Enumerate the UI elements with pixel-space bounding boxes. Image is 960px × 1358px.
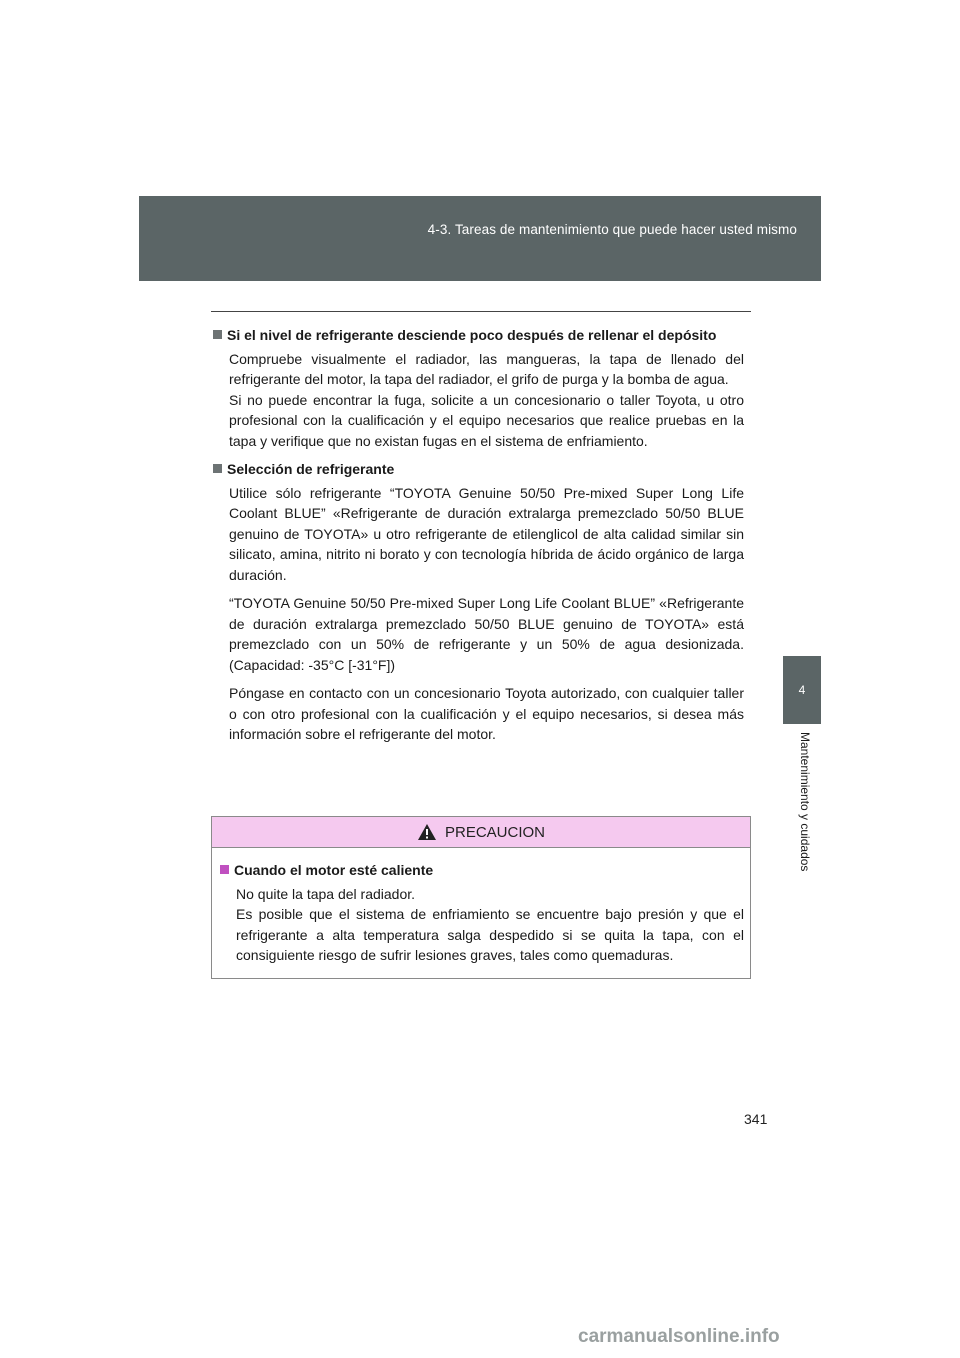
section-heading: Selección de refrigerante <box>211 459 744 480</box>
square-bullet-icon <box>220 865 229 874</box>
chapter-label: Mantenimiento y cuidados <box>798 732 812 872</box>
main-content <box>211 325 744 753</box>
section-coolant-level <box>211 325 744 451</box>
paragraph: Compruebe visualmente el radiador, las mangueras, la tapa de llenado del refrigerante del motor, la tapa del radiador, el grifo de purga y la bomba de agua. Si no puede encontrar la fuga, solicite a un concesionario o taller Toyota, u otro profesional con la cualificación y el equipo necesarios que realice pruebas en la tapa y verifique que no existan fugas en el sistema de enfriamiento. <box>229 350 744 449</box>
square-bullet-icon <box>213 464 222 473</box>
warning-triangle-icon <box>417 823 437 841</box>
paragraph: Utilice sólo refrigerante “TOYOTA Genuine 50/50 Pre-mixed Super Long Life Coolant BLUE” «Refrigerante de duración extralarga premezclado 50/50 BLUE genuino de TOYOTA» u otro refrigerante de etilenglicol de alta calidad similar sin silicato, amina, nitrito ni borato y con tecnología híbrida de ácido orgánico de larga duración. <box>229 484 744 583</box>
caution-body <box>212 848 750 966</box>
caution-box <box>211 816 751 979</box>
caution-title: PRECAUCION <box>444 823 545 841</box>
section-coolant-selection <box>211 459 744 745</box>
chapter-tab <box>783 656 821 724</box>
page-number: 341 <box>744 1111 768 1127</box>
header-band <box>139 196 821 281</box>
chapter-number: 4 <box>798 683 806 697</box>
section-heading: Si el nivel de refrigerante desciende poco después de rellenar el depósito <box>211 325 744 346</box>
caution-header <box>212 817 750 848</box>
caution-heading: Cuando el motor esté caliente <box>218 860 744 881</box>
paragraph: “TOYOTA Genuine 50/50 Pre-mixed Super Long Life Coolant BLUE” «Refrigerante de duración extralarga premezclado 50/50 BLUE genuino de TOYOTA» está premezclado con un 50% de refrigerante y un 50% de agua desionizada. (Capacidad: -35°C [-31°F]) <box>229 595 744 673</box>
caution-paragraph: No quite la tapa del radiador. Es posible que el sistema de enfriamiento se encuentre bajo presión y que el refrigerante a alta temperatura salga despedido si se quita la tapa, con el consiguiente riesgo de sufrir lesiones graves, tales como quemaduras. <box>236 885 744 963</box>
square-bullet-icon <box>213 330 222 339</box>
section-title: 4-3. Tareas de mantenimiento que puede hacer usted mismo <box>427 222 797 237</box>
top-divider <box>211 311 751 312</box>
paragraph: Póngase en contacto con un concesionario Toyota autorizado, con cualquier taller o con otro profesional con la cualificación y el equipo necesarios, si desea más información sobre el refrigerante del motor. <box>229 685 744 742</box>
watermark-text: carmanualsonline.info <box>578 1326 780 1347</box>
